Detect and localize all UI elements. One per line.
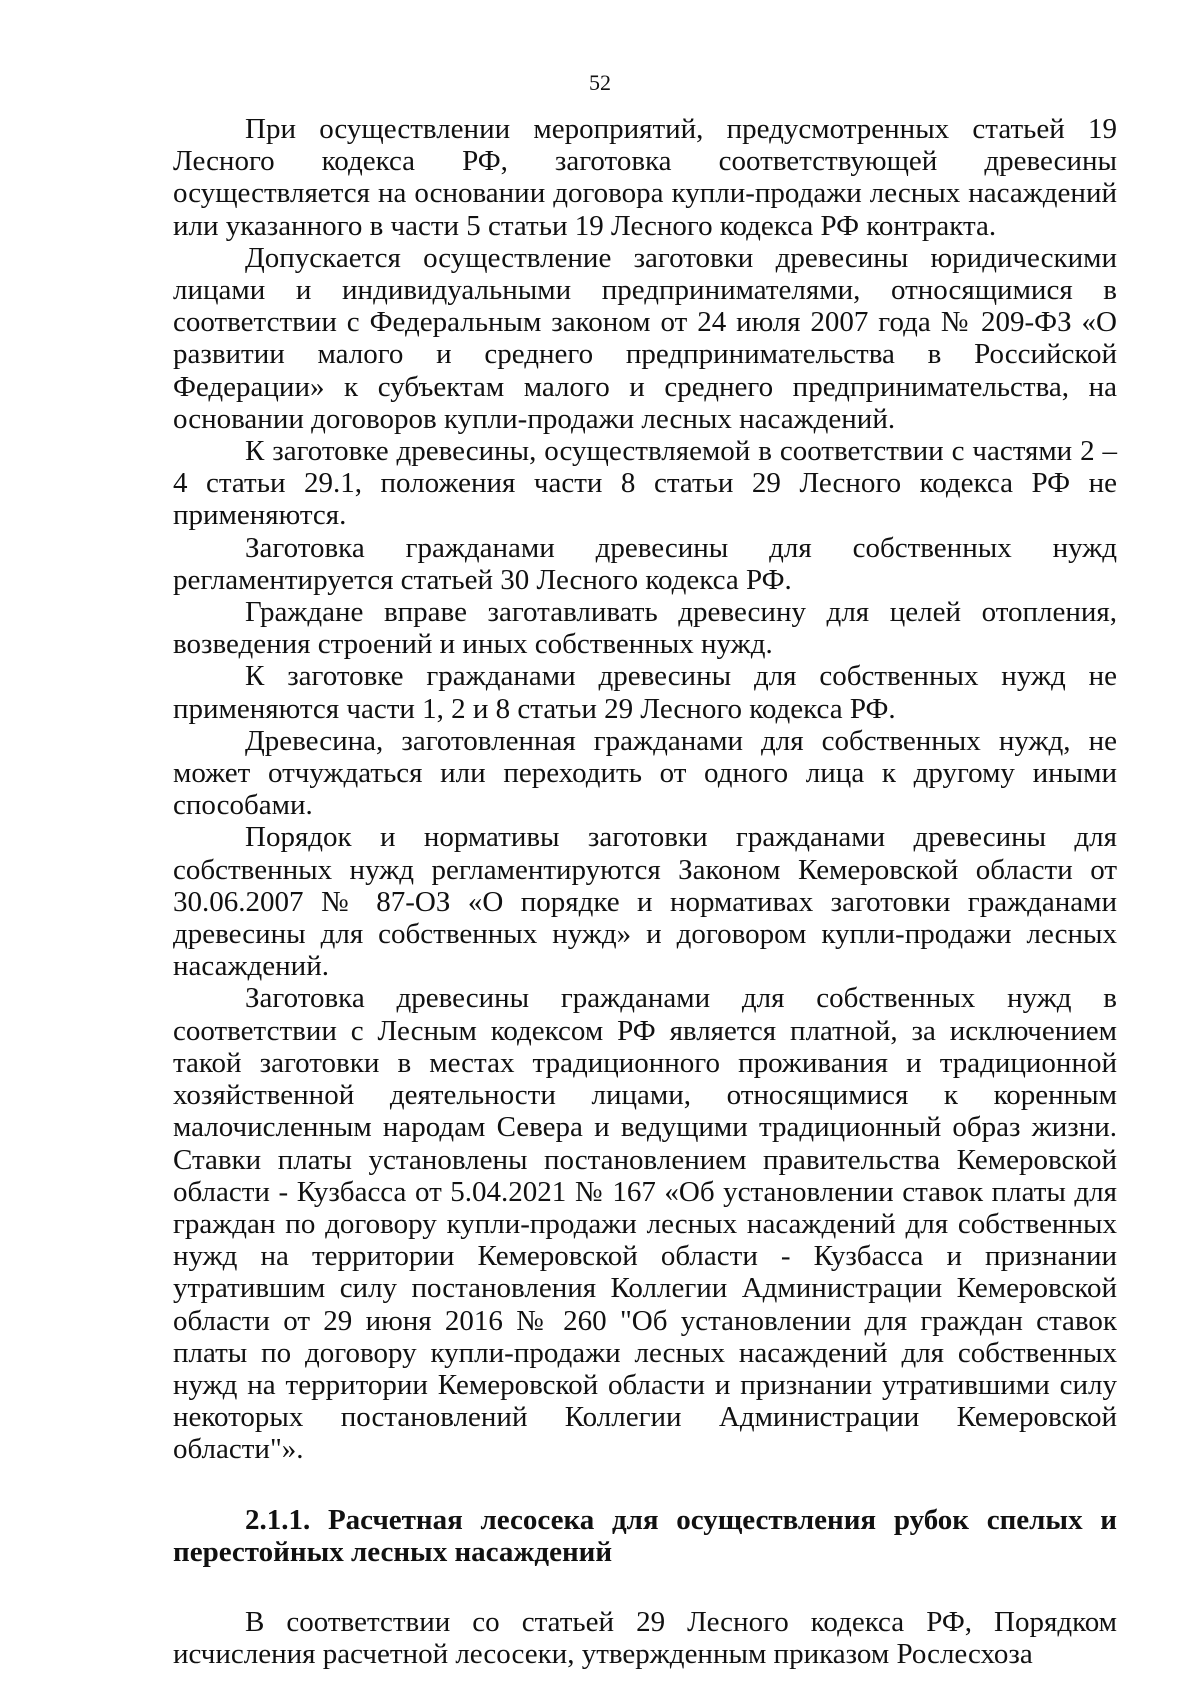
paragraph: К заготовке гражданами древесины для собственных нужд не применяются части 1, 2 и 8 статьи 29 Лесного кодекса РФ. — [173, 660, 1117, 725]
paragraph: Древесина, заготовленная гражданами для собственных нужд, не может отчуждаться или переходить от одного лица к другому иными способами. — [173, 724, 1117, 822]
paragraph: Порядок и нормативы заготовки гражданами древесины для собственных нужд регламентируются Законом Кемеровской области от 30.06.2007 № 87-ОЗ «О порядке и нормативах заготовки гражданами древесины для собственных нужд» и договором купли-продажи лесных насаждений. — [173, 821, 1117, 983]
page-number: 52 — [589, 70, 611, 95]
paragraph: Граждане вправе заготавливать древесину для целей отопления, возведения строений и иных собственных нужд. — [173, 596, 1117, 661]
section-heading: 2.1.1. Расчетная лесосека для осуществления рубок спелых и перестойных лесных насаждений — [173, 1503, 1117, 1568]
paragraph: При осуществлении мероприятий, предусмотренных статьей 19 Лесного кодекса РФ, заготовка соответствующей древесины осуществляется на основании договора купли-продажи лесных насаждений или указанного в части 5 статьи 19 Лесного кодекса РФ контракта. — [173, 113, 1117, 242]
paragraph-final: В соответствии со статьей 29 Лесного кодекса РФ, Порядком исчисления расчетной лесосеки, утвержденным приказом Рослесхоза — [173, 1605, 1117, 1671]
paragraph: Заготовка древесины гражданами для собственных нужд в соответствии с Лесным кодексом РФ является платной, за исключением такой заготовки в местах традиционного проживания и традиционной хозяйственной деятельности лицами, относящимися к коренным малочисленным народам Севера и ведущими традиционный образ жизни. Ставки платы установлены постановлением правительства Кемеровской области - Кузбасса от 5.04.2021 № 167 «Об установлении ставок платы для граждан по договору купли-продажи лесных насаждений для собственных нужд на территории Кемеровской области - Кузбасса и признании утратившим силу постановления Коллегии Администрации Кемеровской области от 29 июня 2016 № 260 "Об установлении для граждан ставок платы по договору купли-продажи лесных насаждений для собственных нужд на территории Кемеровской области и признании утратившими силу некоторых постановлений Коллегии Администрации Кемеровской области"». — [173, 982, 1117, 1466]
paragraph: Допускается осуществление заготовки древесины юридическими лицами и индивидуальными предпринимателями, относящимися в соответствии с Федеральным законом от 24 июля 2007 года № 209-ФЗ «О развитии малого и среднего предпринимательства в Российской Федерации» к субъектам малого и среднего предпринимательства, на основании договоров купли-продажи лесных насаждений. — [173, 241, 1117, 435]
paragraph: К заготовке древесины, осуществляемой в соответствии с частями 2 – 4 статьи 29.1, положения части 8 статьи 29 Лесного кодекса РФ не применяются. — [173, 435, 1117, 532]
paragraph: Заготовка гражданами древесины для собственных нужд регламентируется статьей 30 Лесного кодекса РФ. — [173, 531, 1117, 596]
document-body — [173, 113, 1117, 1670]
